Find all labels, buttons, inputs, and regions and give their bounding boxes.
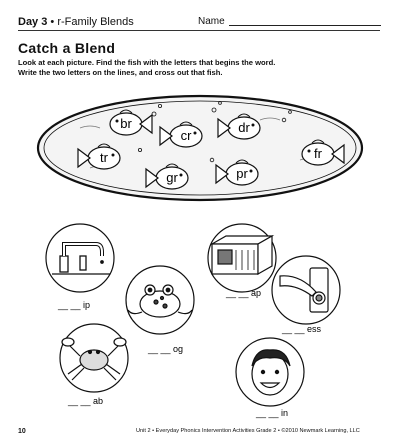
- blank-ip[interactable]: __ __ ip: [58, 300, 91, 310]
- fish-label: tr: [100, 150, 108, 165]
- blank-ab[interactable]: __ __ ab: [68, 396, 104, 406]
- fish-label: pr: [236, 166, 248, 181]
- blank-og[interactable]: __ __ og: [148, 344, 184, 354]
- blank-ap[interactable]: __ __ ap: [226, 288, 262, 298]
- crab-picture: [60, 324, 128, 392]
- fish-label: fr: [314, 146, 322, 161]
- faucet-picture: [46, 224, 114, 292]
- page-number: 10: [18, 428, 26, 435]
- trap-picture: [208, 224, 276, 292]
- day-number: Day 3: [18, 16, 48, 28]
- instruction-line-1: Look at each picture. Find the fish with the letters that begins the word.: [18, 58, 276, 67]
- instruction-line-2: Write the two letters on the lines, and cross out that fish.: [18, 68, 223, 77]
- topic-label: • r-Family Blends: [50, 16, 134, 28]
- doorbell-picture: [272, 256, 340, 324]
- trap-icon: [212, 236, 272, 274]
- grin-picture: [236, 338, 304, 406]
- blank-in[interactable]: __ __ in: [256, 408, 289, 418]
- fish-label: dr: [238, 120, 250, 135]
- page-title: Catch a Blend: [18, 40, 116, 56]
- blank-ess[interactable]: __ __ ess: [282, 324, 322, 334]
- fish-label: cr: [180, 128, 192, 143]
- fish-label: br: [120, 116, 132, 131]
- footer-credit: Unit 2 • Everyday Phonics Intervention Activities Grade 2 • ©2010 Newmark Learning, LLC: [136, 428, 360, 434]
- name-label: Name: [198, 16, 225, 27]
- frog-picture: [126, 266, 194, 334]
- fish-label: gr: [166, 170, 178, 185]
